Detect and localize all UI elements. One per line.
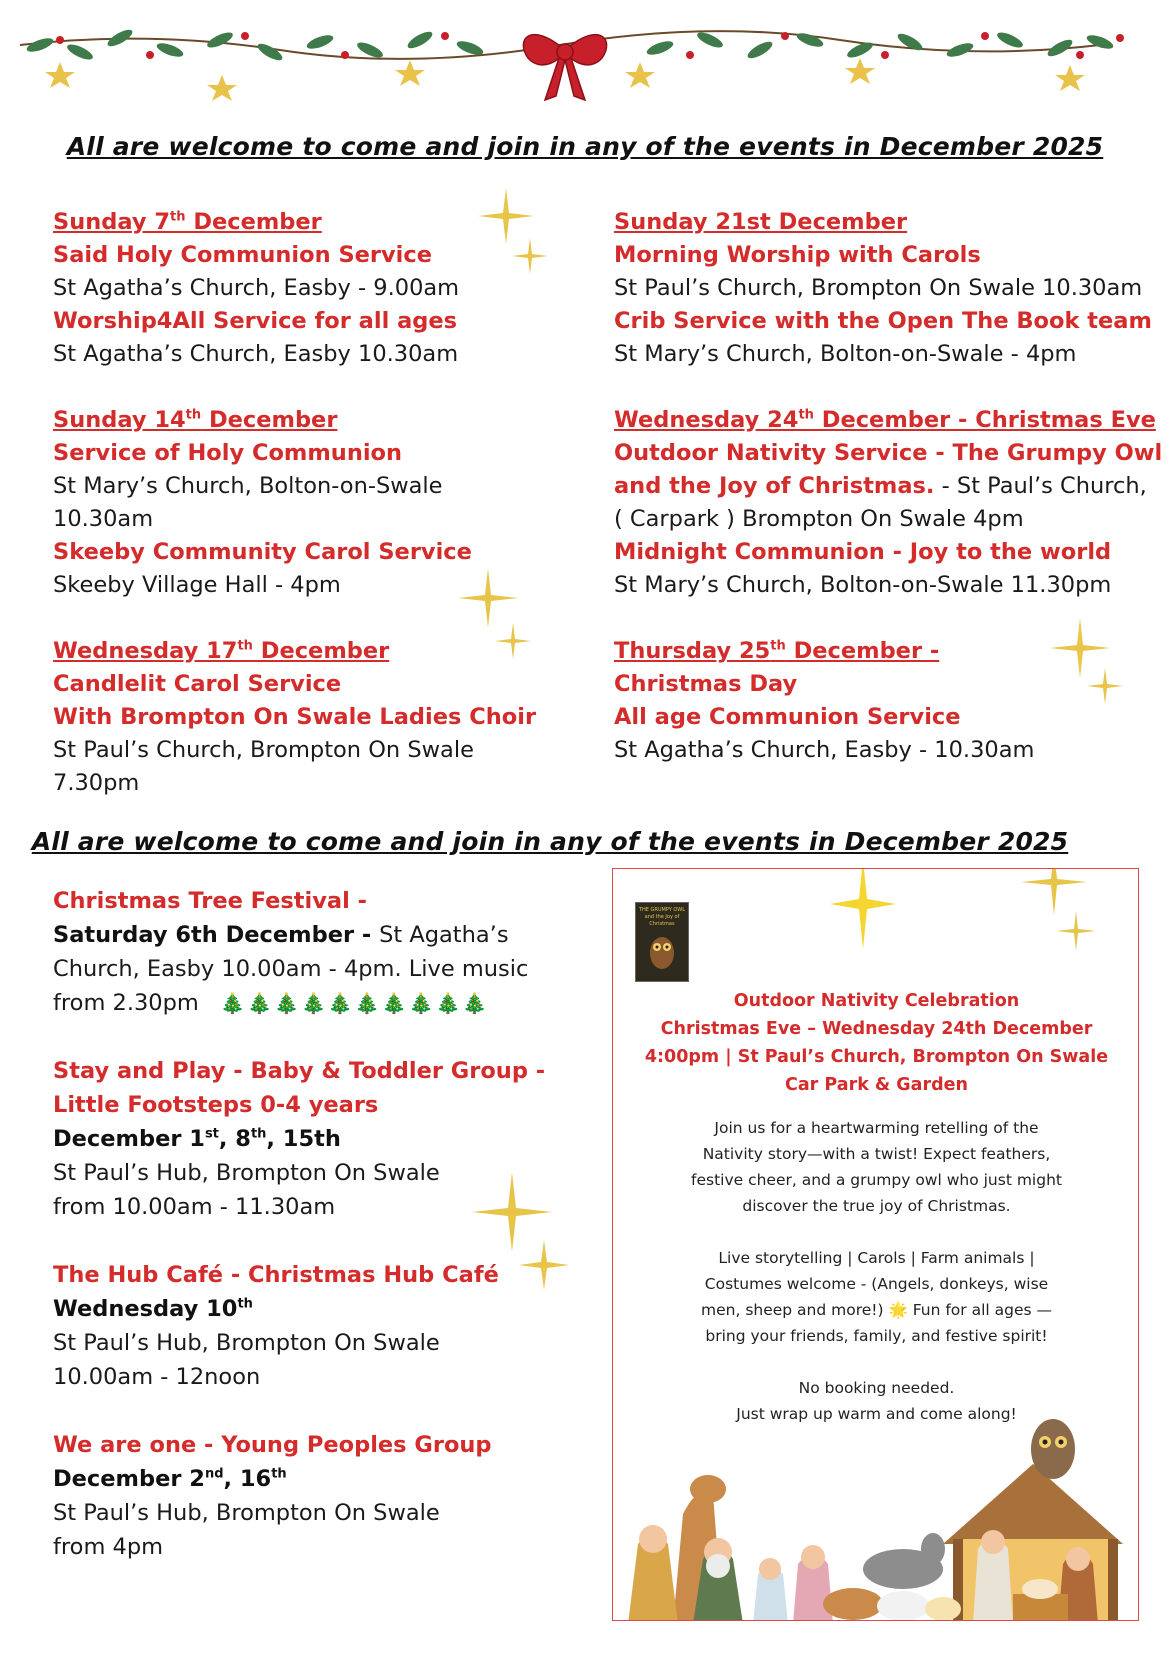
group-location: St Paul’s Hub, Brompton On Swale: [53, 1160, 440, 1186]
nativity-scene-illustration: [613, 1374, 1139, 1621]
event-location: St Paul’s Church, Brompton On Swale: [53, 737, 474, 763]
event-title: Morning Worship with Carols: [614, 242, 981, 268]
event-location: ( Carpark ) Brompton On Swale 4pm: [614, 506, 1024, 532]
tree-icons: 🎄🎄🎄🎄🎄🎄🎄🎄🎄🎄: [220, 991, 490, 1015]
event-location: St Paul’s Church, Brompton On Swale 10.30am: [614, 275, 1143, 301]
groups-column: [53, 884, 593, 1564]
heading-middle: All are welcome to come and join in any of the events in December 2025: [31, 827, 1069, 856]
tree-festival-block: [53, 884, 593, 1020]
event-block: [614, 206, 1164, 371]
group-subtitle: Little Footsteps 0-4 years: [53, 1092, 379, 1118]
nativity-title: Outdoor Nativity Celebration Christmas Eve – Wednesday 24th December 4:00pm | St Paul’s Church, Brompton On Swale Car Park & Garden: [644, 991, 1109, 1095]
event-location: St Mary’s Church, Bolton-on-Swale: [53, 473, 443, 499]
event-location: Skeeby Village Hall - 4pm: [53, 572, 341, 598]
event-title: Worship4All Service for all ages: [53, 308, 458, 334]
group-dates: December 2nd, 16th: [53, 1466, 287, 1492]
group-detail: Church, Easby 10.00am - 4pm. Live music: [53, 956, 529, 982]
book-cover-image: THE GRUMPY OWL and the Joy of Christmas: [635, 902, 689, 982]
group-detail: from 2.30pm 🎄🎄🎄🎄🎄🎄🎄🎄🎄🎄: [53, 990, 490, 1016]
group-date-line: Saturday 6th December - St Agatha’s: [53, 922, 509, 948]
group-time: from 4pm: [53, 1534, 164, 1560]
we-are-one-block: [53, 1428, 593, 1564]
event-title: Candlelit Carol Service: [53, 671, 342, 697]
group-time: from 10.00am - 11.30am: [53, 1194, 336, 1220]
event-date: Sunday 21st December: [614, 209, 908, 235]
event-block: [53, 206, 553, 371]
event-title: Midnight Communion - Joy to the world: [614, 539, 1112, 565]
event-title: Christmas Day: [614, 671, 798, 697]
event-block: [53, 404, 553, 602]
event-block: [614, 635, 1164, 767]
left-events-column: [53, 206, 553, 800]
event-location: St Agatha’s Church, Easby - 9.00am: [53, 275, 460, 301]
star-icon: [828, 868, 898, 949]
event-block: [53, 635, 553, 800]
event-location: St Mary’s Church, Bolton-on-Swale 11.30pm: [614, 572, 1112, 598]
event-date: Sunday 7th December: [53, 209, 322, 235]
event-location: St Agatha’s Church, Easby 10.30am: [53, 341, 459, 367]
event-title: Outdoor Nativity Service - The Grumpy Owl: [614, 440, 1163, 466]
hub-cafe-block: [53, 1258, 593, 1394]
nativity-poster: [612, 868, 1139, 1621]
group-title: Christmas Tree Festival -: [53, 888, 367, 914]
group-time: 10.00am - 12noon: [53, 1364, 261, 1390]
group-title: The Hub Café - Christmas Hub Café: [53, 1262, 499, 1288]
heading-top: All are welcome to come and join in any of the events in December 2025: [66, 132, 1104, 161]
right-events-column: [614, 206, 1164, 767]
group-title: Stay and Play - Baby & Toddler Group -: [53, 1058, 546, 1084]
event-subtitle: With Brompton On Swale Ladies Choir: [53, 704, 537, 730]
stay-play-block: [53, 1054, 593, 1224]
event-date: Wednesday 17th December: [53, 638, 390, 664]
event-location: St Mary’s Church, Bolton-on-Swale - 4pm: [614, 341, 1077, 367]
group-dates: Wednesday 10th: [53, 1296, 253, 1322]
event-date: Thursday 25th December -: [614, 638, 940, 664]
event-time: 10.30am: [53, 506, 154, 532]
event-date: Sunday 14th December: [53, 407, 338, 433]
sparkle-icon: [1021, 868, 1101, 969]
event-title: Service of Holy Communion: [53, 440, 403, 466]
event-block: [614, 404, 1164, 602]
event-title: Said Holy Communion Service: [53, 242, 432, 268]
event-time: 7.30pm: [53, 770, 140, 796]
event-location: St Agatha’s Church, Easby - 10.30am: [614, 737, 1035, 763]
group-dates: December 1st, 8th, 15th: [53, 1126, 341, 1152]
event-title-line: and the Joy of Christmas. - St Paul’s Church,: [614, 473, 1147, 499]
group-location: St Paul’s Hub, Brompton On Swale: [53, 1330, 440, 1356]
event-subtitle: All age Communion Service: [614, 704, 961, 730]
event-date: Wednesday 24th December - Christmas Eve: [614, 407, 1156, 433]
nativity-description: Join us for a heartwarming retelling of the Nativity story—with a twist! Expect feathers, festive cheer, and a grumpy owl who just might discover the true joy of Christmas. Live storytelling | Carols | Farm animals | Costumes welcome - (Angels, donkeys, wise men, sheep and more!) 🌟 Fun for all ages — bring your friends, family, and festive spirit! No booking needed. Just wrap up warm and come along!: [691, 1119, 1062, 1423]
garland-decoration: [0, 0, 1170, 115]
group-location: St Paul’s Hub, Brompton On Swale: [53, 1500, 440, 1526]
group-title: We are one - Young Peoples Group: [53, 1432, 492, 1458]
event-title: Skeeby Community Carol Service: [53, 539, 472, 565]
event-title: Crib Service with the Open The Book team: [614, 308, 1152, 334]
